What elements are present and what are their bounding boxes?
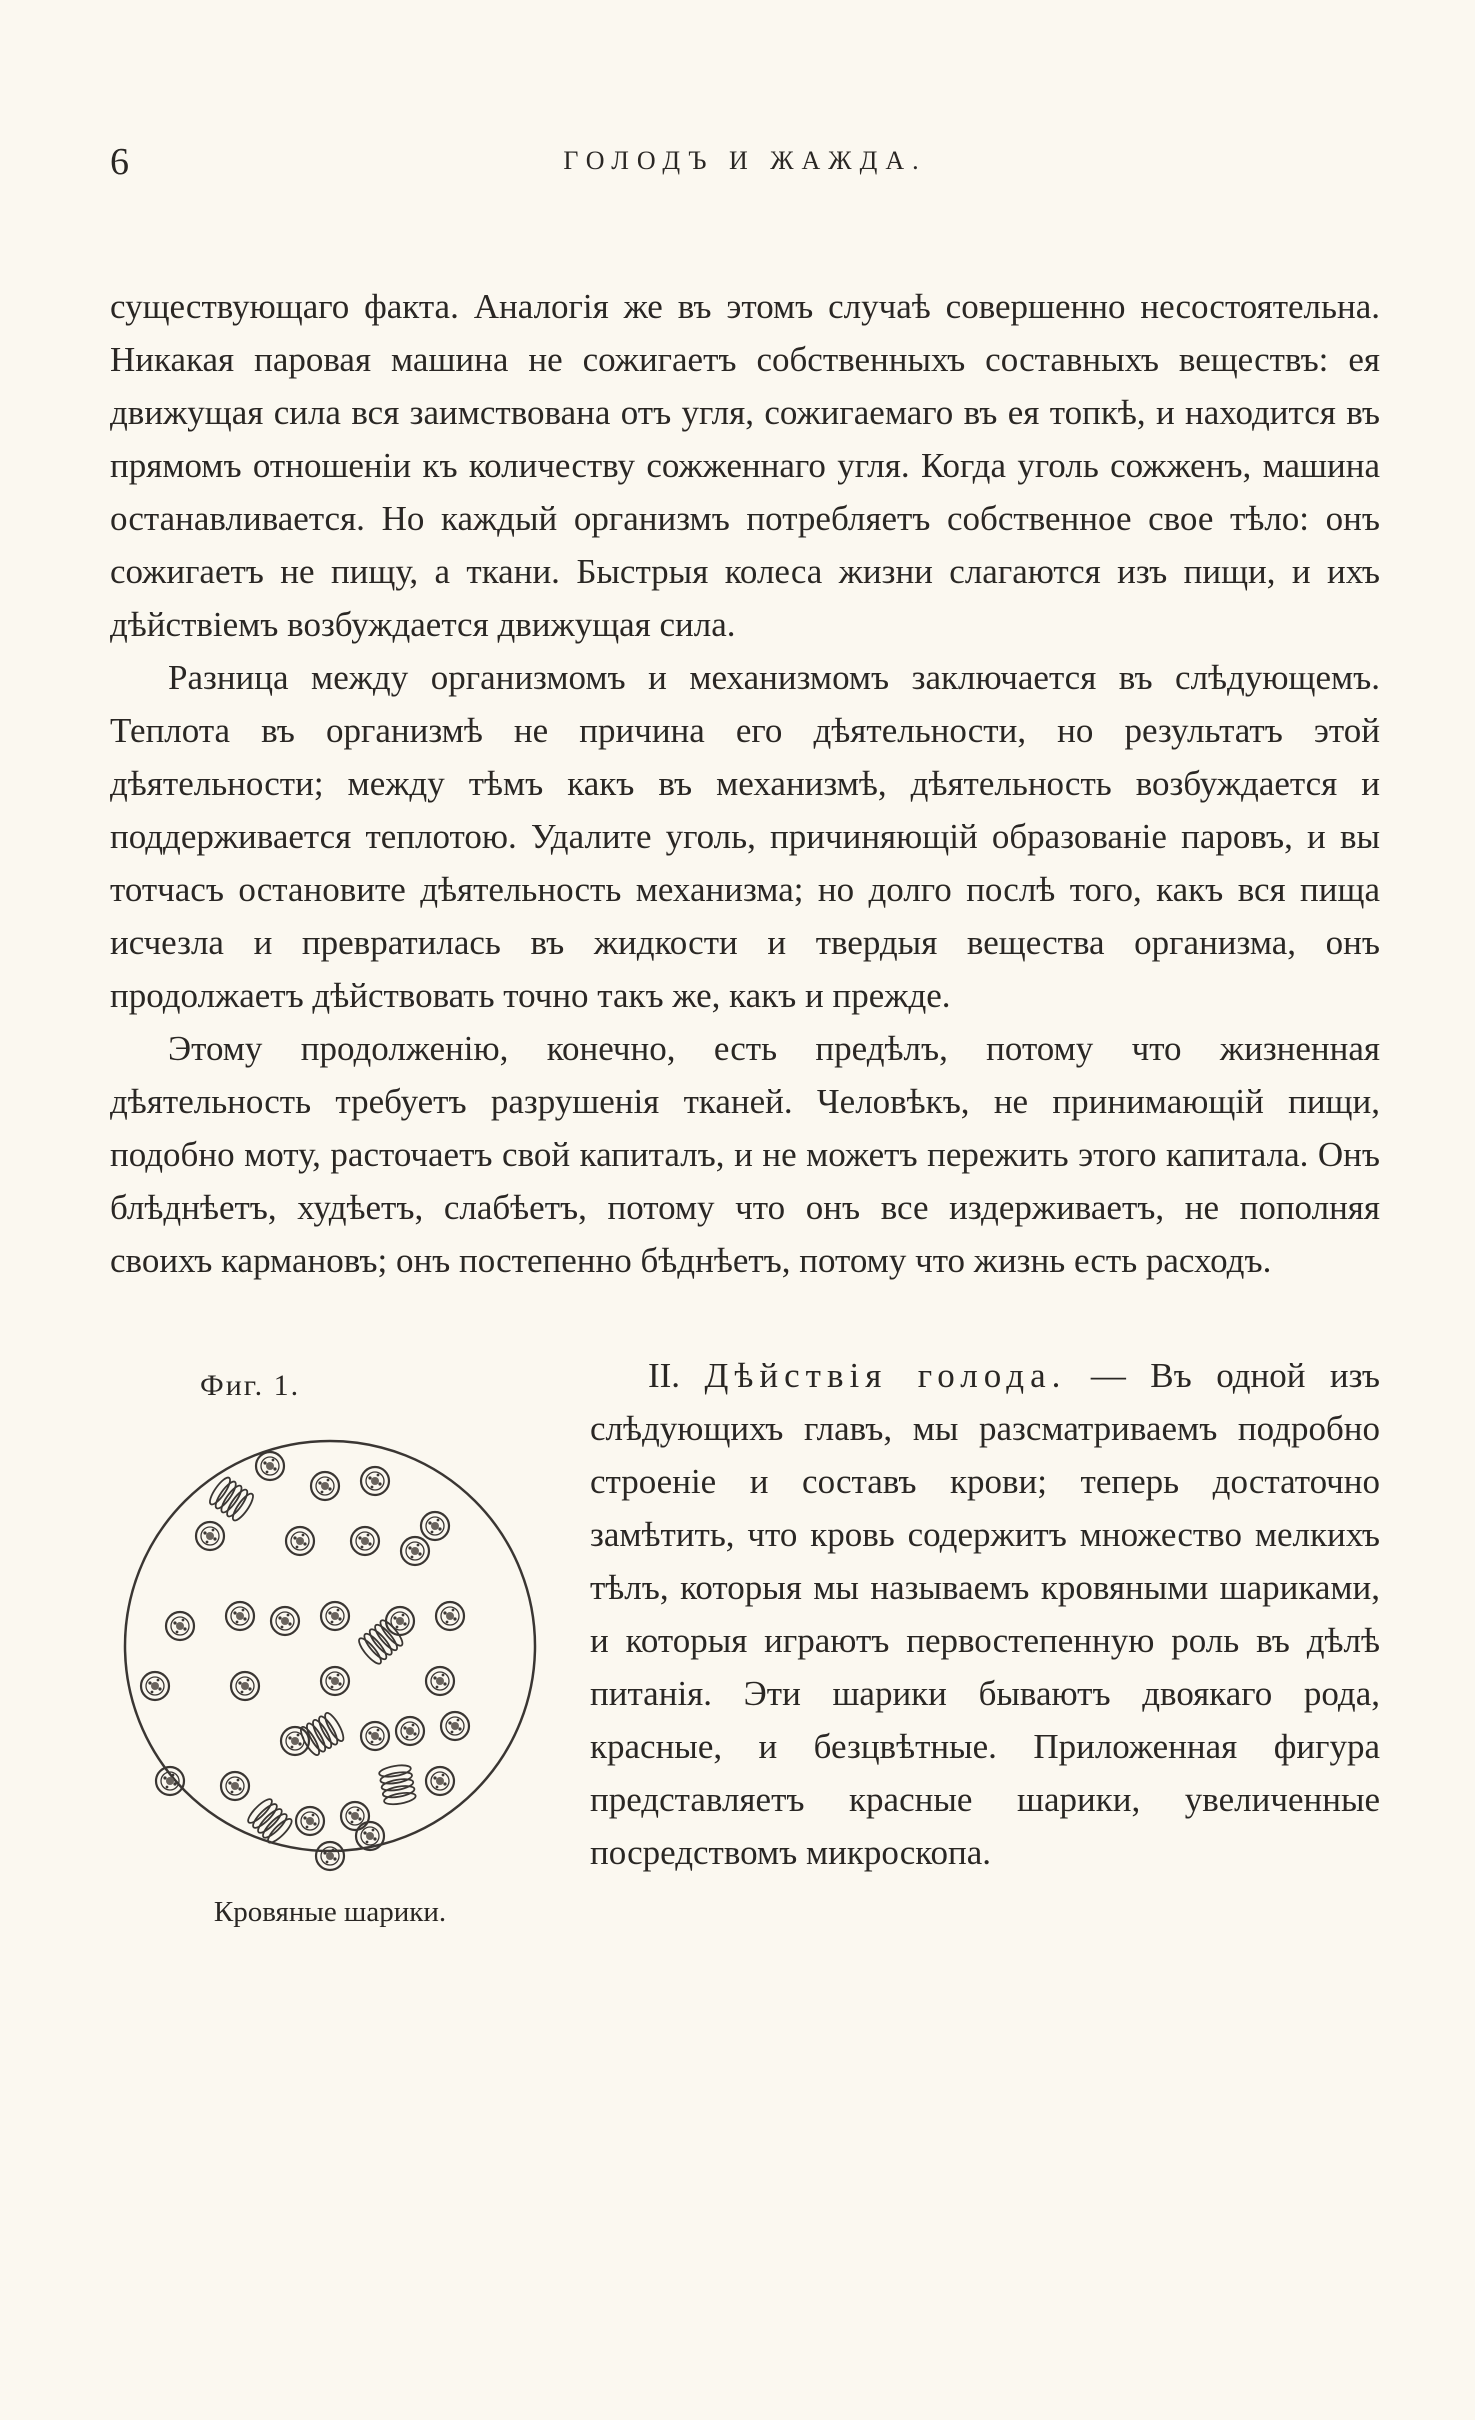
paragraph-2: Разница между организмомъ и механизмомъ заключается въ слѣдующемъ. Теплота въ организмѣ не причина его дѣятельности, но результатъ этой дѣятельности; между тѣмъ какъ въ механизмѣ, дѣятельность возбуждается и поддерживается теплотою. Удалите уголь, причиняющій образованіе паровъ, и вы тотчасъ остановите дѣятельность механизма; но долго послѣ того, какъ вся пища исчезла и превратилась въ жидкости и твердыя вещества организма, онъ продолжаетъ дѣйствовать точно такъ же, какъ и прежде. bbox=[110, 658, 1380, 1015]
figure-label: Фиг. 1. bbox=[200, 1369, 301, 1402]
running-title: ГОЛОДЪ И ЖАЖДА. bbox=[563, 146, 927, 175]
section-body: Въ одной изъ слѣдующихъ главъ, мы разсматриваемъ подробно строеніе и составъ крови; теперь достаточно замѣтить, что кровь содержитъ множество мелкихъ тѣлъ, которыя мы называемъ кровяными шариками, и которыя играютъ первостепенную роль въ дѣлѣ питанія. Эти шарики бываютъ двоякаго рода, красные, и безцвѣтные. Приложенная фигура представляетъ красные шарики, увеличенные посредствомъ микроскопа. bbox=[590, 1356, 1380, 1872]
figure-section bbox=[110, 1349, 1380, 1969]
blood-cells-illustration bbox=[110, 1411, 550, 1881]
section-2-text bbox=[590, 1349, 1380, 1879]
red-blood-cells bbox=[141, 1452, 469, 1870]
section-number: II. bbox=[648, 1356, 681, 1395]
paragraph-3: Этому продолженію, конечно, есть предѣлъ, потому что жизненная дѣятельность требуетъ разрушенія тканей. Человѣкъ, не принимающій пищи, подобно моту, расточаетъ свой капиталъ, и не можетъ пережить этого капитала. Онъ блѣднѣетъ, худѣетъ, слабѣетъ, потому что онъ все издерживаетъ, не пополняя своихъ кармановъ; онъ постепенно бѣднѣетъ, потому что жизнь есть расходъ. bbox=[110, 1029, 1380, 1280]
section-dash: — bbox=[1066, 1356, 1151, 1395]
page-number: 6 bbox=[110, 141, 129, 183]
page-header bbox=[110, 140, 1380, 210]
microscope-field-circle bbox=[125, 1441, 535, 1851]
section-title: Дѣйствія голода. bbox=[704, 1356, 1067, 1395]
figure-1 bbox=[110, 1369, 550, 1929]
figure-caption: Кровяные шарики. bbox=[213, 1896, 447, 1928]
paragraph-1: существующаго факта. Аналогія же въ этомъ случаѣ совершенно несостоятельна. Никакая паровая машина не сожигаетъ собственныхъ составныхъ веществъ: ея движущая сила вся заимствована отъ угля, сожигаемаго въ ея топкѣ, и находится въ прямомъ отношеніи къ количеству сожженнаго угля. Когда уголь сожженъ, машина останавливается. Но каждый организмъ потребляетъ собственное свое тѣло: онъ сожигаетъ не пищу, а ткани. Быстрыя колеса жизни слагаются изъ пищи, и ихъ дѣйствіемъ возбуждается движущая сила. bbox=[110, 287, 1380, 644]
cell-rouleaux bbox=[207, 1475, 417, 1846]
book-page bbox=[110, 140, 1380, 2340]
